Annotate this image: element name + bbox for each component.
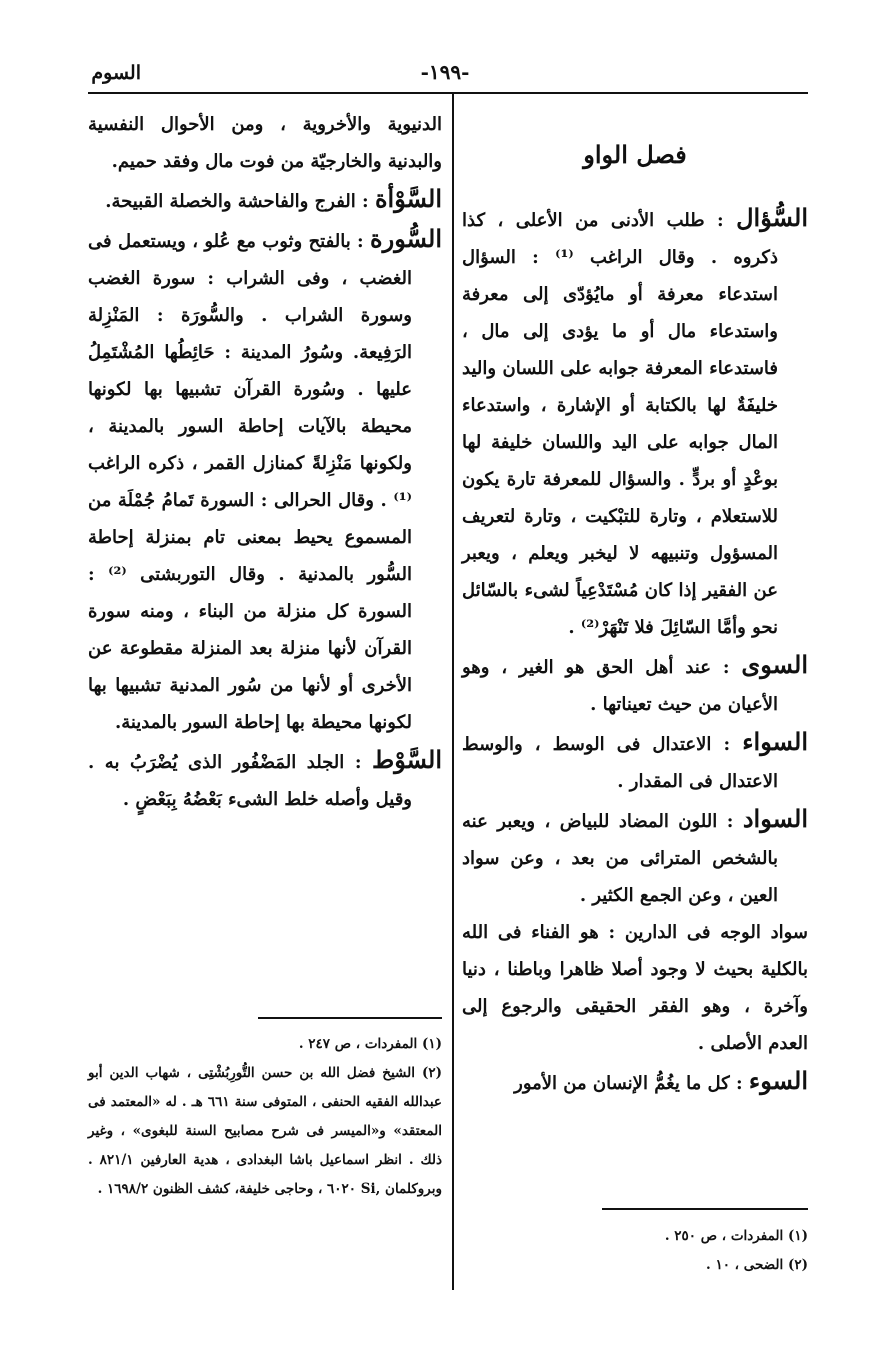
footnote: (٢) الشيخ فضل الله بن حسن التُّورِبُشْتِى ، شهاب الدين أبو عبدالله الفقيه الحنفى ، المتوفى سنة ٦٦١ هـ . له «المعتمد فى المعتقد» و«الميسر فى شرح مصابيح السنة للبغوى» ، وغير ذلك . انظر اسماعيل باشا البغدادى ، هدية العارفين ٨٢١/١ . وبروكلمان ,Si ٦٠٢٠ ، وحاجى خليفة، كشف الظنون ١٦٩٨/٢ . bbox=[88, 1065, 442, 1197]
left-column bbox=[88, 106, 442, 818]
entry-term: السُّؤال bbox=[736, 203, 808, 232]
entry-term: السُّورة bbox=[370, 224, 442, 253]
footnote: (١) المفردات ، ص ٢٥٠ . bbox=[664, 1228, 808, 1244]
entry-sawa bbox=[462, 723, 808, 800]
entry-term: السواء bbox=[742, 727, 808, 756]
entry-sawad bbox=[462, 800, 808, 914]
footnotes-right bbox=[462, 1222, 808, 1280]
entry-saw-a bbox=[88, 180, 442, 220]
entry-term: السَّوْأة bbox=[374, 184, 442, 213]
continued-text bbox=[88, 106, 442, 180]
entry-term: السوء bbox=[748, 1066, 808, 1095]
header-rule bbox=[88, 92, 808, 94]
entry-text: : اللون المضاد للبياض ، ويعبر عنه بالشخص المترائى من بعد ، وعن سواد العين ، وعن الجمع الكثير . bbox=[462, 811, 778, 906]
entry-text: : الفرج والفاحشة والخصلة القبيحة. bbox=[105, 191, 375, 212]
entry-text: : الاعتدال فى الوسط ، والوسط الاعتدال فى المقدار . bbox=[462, 734, 778, 792]
entry-text: الدنيوية والأخروية ، ومن الأحوال النفسية والبدنية والخارجيّة من فوت مال وفقد حميم. bbox=[88, 114, 442, 172]
footnote-rule-left bbox=[258, 1017, 442, 1019]
footnote: (٢) الضحى ، ١٠ . bbox=[706, 1257, 808, 1273]
entry-text: : بالفتح وثوب مع عُلو ، ويستعمل فى الغضب ، وفى الشراب : سورة الغضب وسورة الشراب . والسُّورَة : المَنْزِلة الرَفِيعة. وسُورُ المدينة : حَائِطُها المُشْتَمِلُ عليها . وسُورة القرآن تشبيها بها لكونها محيطة بالآيات إحاطة السور بالمدينة ، ولكونها مَنْزِلةً كمنازل القمر ، ذكره الراغب ⁽¹⁾ . وقال الحرالى : السورة تَمامُ جُمْلَة من المسموع يحيط بمعنى تام بمنزلة إحاطة السُّور بالمدنية . وقال التوربشتى ⁽²⁾ : السورة كل منزلة من البناء ، ومنه سورة القرآن لأنها منزلة بعد المنزلة مقطوعة عن الأخرى أو لأنها من سُور المدنية تشبيها بها لكونها محيطة بها إحاطة السور بالمدينة. bbox=[88, 231, 412, 733]
entry-text: : الجلد المَضْفُور الذى يُضْرَبُ به . وقيل وأصله خلط الشىء بَعْضُهُ بِبَعْضٍ . bbox=[88, 752, 412, 810]
entry-term: السواد bbox=[742, 804, 808, 833]
entry-term: السَّوْط bbox=[372, 745, 442, 774]
entry-text: سواد الوجه فى الدارين : هو الفناء فى الله بالكلية بحيث لا وجود أصلا ظاهرا وباطنا ، دنيا وآخرة ، وهو الفقر الحقيقى والرجوع إلى العدم الأصلى . bbox=[462, 922, 808, 1054]
running-head: السوم bbox=[91, 62, 141, 84]
footnotes-left bbox=[88, 1030, 442, 1204]
footnote: (١) المفردات ، ص ٢٤٧ . bbox=[298, 1036, 442, 1052]
entry-sual bbox=[462, 199, 808, 646]
page-number: -١٩٩- bbox=[420, 60, 470, 84]
entry-sura bbox=[88, 220, 442, 741]
footnote-rule-right bbox=[602, 1208, 808, 1210]
entry-term: السوى bbox=[741, 650, 808, 679]
entry-siwa bbox=[462, 646, 808, 723]
entry-text: : طلب الأدنى من الأعلى ، كذا ذكروه . وقال الراغب ⁽¹⁾ : السؤال استدعاء معرفة أو مايُؤدّى إلى معرفة واستدعاء مال أو ما يؤدى إلى مال ، فاستدعاء المعرفة جوابه على اللسان واليد خليفَةٌ لها بالكتابة أو الإشارة ، واستدعاء المال جوابه على اليد واللسان خليفة لها بوعْدٍ أو بردٍّ . والسؤال للمعرفة تارة يكون للاستعلام ، وتارة للتبْكيت ، وتارة لتعريف المسؤول وتنبيهه لا ليخبر ويعلم ، ويعبر عن الفقير إذا كان مُسْتَدْعِياً لشىء بالسّائل نحو وأمَّا السّائِلَ فلا تَنْهَرْ⁽²⁾ . bbox=[462, 210, 779, 638]
section-title: فصل الواو bbox=[583, 140, 687, 169]
entry-sawt bbox=[88, 741, 442, 818]
right-column bbox=[462, 106, 808, 1102]
column-divider bbox=[452, 94, 454, 1290]
entry-su bbox=[462, 1062, 808, 1102]
entry-text: : كل ما يغُمُّ الإنسان من الأمور bbox=[514, 1073, 749, 1094]
entry-text: : عند أهل الحق هو الغير ، وهو الأعيان من حيث تعيناتها . bbox=[462, 657, 778, 715]
entry-sawad-alwajh bbox=[462, 914, 808, 1062]
